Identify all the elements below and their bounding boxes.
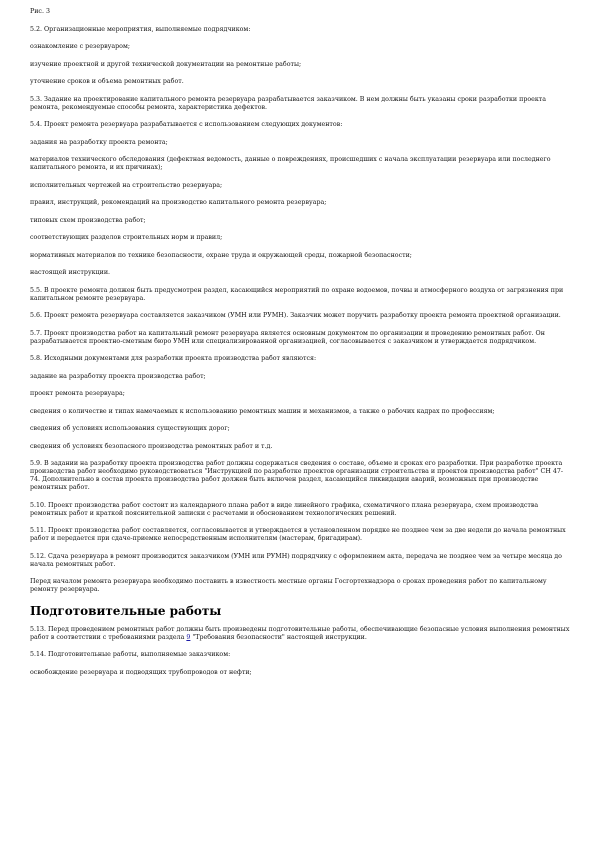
paragraph: 5.4. Проект ремонта резервуара разрабатывается с использованием следующих документов: (30, 121, 343, 128)
paragraph: ознакомление с резервуаром; (30, 43, 130, 50)
paragraph: 5.11. Проект производства работ составляется, согласовывается и утверждается в установленном порядке не позднее чем за две недели до начала ремонтных работ и передается при сдаче-приемке непосредственным исполнителям (мастерам, бригадирам). (30, 527, 566, 542)
paragraph: типовых схем производства работ; (30, 216, 146, 224)
paragraph-text: 5.13. Перед проведением ремонтных работ должны быть произведены подготовительные работы, обеспечивающие безопасные условия выполнения ремонтных работ в соответствии с требованиями раздела (30, 625, 570, 641)
paragraph: 5.12. Сдача резервуара в ремонт производится заказчиком (УМН или РУМН) подрядчику с оформлением акта, передача не позднее чем за четыре месяца до начала ремонтных работ. (30, 552, 562, 568)
paragraph: 5.3. Задание на проектирование капитального ремонта резервуара разрабатывается заказчиком. В нем должны быть указаны сроки разработки проекта ремонта, рекомендуемые способы ремонта, характеристика дефектов. (30, 95, 547, 111)
paragraph: проект ремонта резервуара; (30, 390, 125, 397)
paragraph: правил, инструкций, рекомендаций на производство капитального ремонта резервуара; (30, 199, 327, 206)
paragraph: настоящей инструкции. (30, 269, 111, 276)
document-page (30, 8, 570, 686)
paragraph: 5.2. Организационные мероприятия, выполняемые подрядчиком: (30, 25, 251, 33)
paragraph: задание на разработку проекта производства работ; (30, 372, 206, 380)
paragraph: 5.8. Исходными документами для разработки проекта производства работ являются: (30, 355, 317, 362)
paragraph: сведения о количестве и типах намечаемых к использованию ремонтных машин и механизмов, а также о рабочих кадрах по профессиям; (30, 407, 495, 415)
paragraph: 5.9. В задании на разработку проекта производства работ должны содержаться сведения о составе, объеме и сроках его разработки. При разработке проекта производства работ необходимо руководствоваться "Инструкцией по разработке проектов организации строительства и проектов производства работ" СН 47-74. Дополнительно в состав проекта производства работ должен быть включен раздел, касающийся ликвидации аварий, возможных при производстве ремонтных работ. (30, 460, 563, 491)
paragraph: освобождение резервуара и подводящих трубопроводов от нефти; (30, 668, 252, 676)
paragraph: уточнение сроков и объема ремонтных работ. (30, 78, 184, 85)
paragraph-text: "Требования безопасности" настоящей инструкции. (190, 633, 367, 641)
paragraph: 5.5. В проекте ремонта должен быть предусмотрен раздел, касающийся мероприятий по охране водоемов, почвы и атмосферного воздуха от загрязнения при капитальном ремонте резервуара. (30, 286, 564, 302)
figure-caption: Рис. 3 (30, 8, 50, 15)
paragraph: 5.14. Подготовительные работы, выполняемые заказчиком: (30, 651, 231, 658)
paragraph: нормативных материалов по технике безопасности, охране труда и окружающей среды, пожарной безопасности; (30, 251, 412, 259)
paragraph: сведения об условиях использования существующих дорог; (30, 425, 230, 432)
paragraph: материалов технического обследования (дефектная ведомость, данные о повреждениях, происшедших с начала эксплуатации резервуара или последнего капитального ремонта, и их причинах); (30, 156, 551, 171)
paragraph: Перед началом ремонта резервуара необходимо поставить в известность местные органы Госгортехнадзора о сроках проведения работ по капитальному ремонту резервуара. (30, 578, 547, 593)
paragraph: 5.7. Проект производства работ на капитальный ремонт резервуара является основным документом по организации и проведению ремонтных работ. Он разрабатывается проектно-сметным бюро УМН или специализированной организацией, согласовывается с заказчиком и утверждается подрядчиком. (30, 329, 545, 345)
paragraph: 5.10. Проект производства работ состоит из календарного плана работ в виде линейного графика, схематичного плана резервуара, схем производства ремонтных работ и краткой пояснительной записки с расчетами и обоснованием технологических решений. (30, 501, 539, 517)
paragraph-5-13 (30, 626, 570, 642)
section-heading: Подготовительные работы (30, 603, 222, 618)
paragraph: изучение проектной и другой технической документации на ремонтные работы; (30, 60, 302, 68)
paragraphs-section-5-top (30, 26, 570, 595)
paragraph: 5.6. Проект ремонта резервуара составляется заказчиком (УМН или РУМН). Заказчик может поручить разработку проекта ремонта проектной организации. (30, 312, 561, 319)
paragraph: исполнительных чертежей на строительство резервуара; (30, 181, 223, 189)
paragraph: соответствующих разделов строительных норм и правил; (30, 234, 223, 241)
paragraph: сведения об условиях безопасного производства ремонтных работ и т.д. (30, 442, 273, 450)
section-9-link[interactable]: 9 (186, 633, 191, 641)
paragraph: задания на разработку проекта ремонта; (30, 138, 168, 146)
